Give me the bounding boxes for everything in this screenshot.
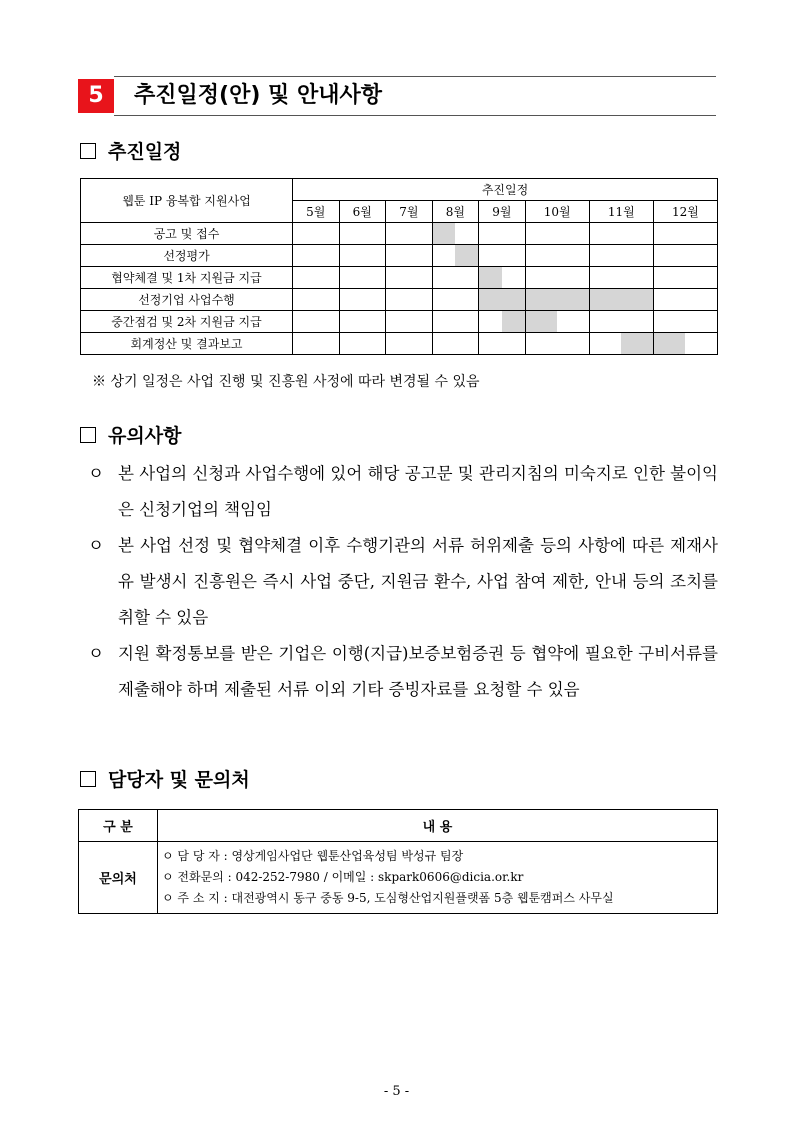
month-header: 12월 <box>653 201 717 223</box>
schedule-row-label: 공고 및 접수 <box>81 223 293 245</box>
notices-heading: 유의사항 <box>80 423 181 449</box>
contact-line-phone-email[interactable]: ㅇ 전화문의 : 042-252-7980 / 이메일 : skpark0606@dicia.or.kr <box>162 870 524 884</box>
schedule-row <box>81 267 718 289</box>
checkbox-square-icon <box>80 143 96 159</box>
list-item <box>88 456 718 528</box>
schedule-note: ※ 상기 일정은 사업 진행 및 진흥원 사정에 따라 변경될 수 있음 <box>92 374 480 390</box>
month-header: 10월 <box>525 201 589 223</box>
schedule-row-label: 선정기업 사업수행 <box>81 289 293 311</box>
schedule-row <box>81 289 718 311</box>
bullet-marker: ㅇ <box>88 644 104 663</box>
month-header: 5월 <box>293 201 340 223</box>
schedule-row <box>81 333 718 355</box>
notice-text: 지원 확정통보를 받은 기업은 이행(지급)보증보험증권 등 협약에 필요한 구비서류를 제출해야 하며 제출된 서류 이외 기타 증빙자료를 요청할 수 있음 <box>118 644 718 699</box>
section-number: 5 <box>78 79 114 113</box>
notice-text: 본 사업의 신청과 사업수행에 있어 해당 공고문 및 관리지침의 미숙지로 인한 불이익은 신청기업의 책임임 <box>118 464 718 519</box>
list-item <box>88 636 718 708</box>
schedule-row-label: 협약체결 및 1차 지원금 지급 <box>81 267 293 289</box>
checkbox-square-icon <box>80 771 96 787</box>
contact-table <box>78 809 718 914</box>
contact-col-content: 내 용 <box>158 810 718 842</box>
bullet-marker: ㅇ <box>88 536 104 555</box>
schedule-row-label: 회계정산 및 결과보고 <box>81 333 293 355</box>
schedule-col-header: 웹툰 IP 융복합 지원사업 <box>81 179 293 223</box>
month-header: 9월 <box>479 201 526 223</box>
bullet-marker: ㅇ <box>88 464 104 483</box>
schedule-row-label: 선정평가 <box>81 245 293 267</box>
contact-line-manager: ㅇ 담 당 자 : 영상게임사업단 웹툰산업육성팀 박성규 팀장 <box>162 849 464 863</box>
schedule-group-header: 추진일정 <box>293 179 718 201</box>
notice-list <box>88 456 718 708</box>
schedule-row-label: 중간점검 및 2차 지원금 지급 <box>81 311 293 333</box>
section-header <box>78 76 716 116</box>
month-header: 7월 <box>386 201 433 223</box>
schedule-row <box>81 311 718 333</box>
month-header: 8월 <box>432 201 479 223</box>
list-item <box>88 528 718 636</box>
page-number: - 5 - <box>383 1084 410 1099</box>
schedule-row <box>81 245 718 267</box>
notice-text: 본 사업 선정 및 협약체결 이후 수행기관의 서류 허위제출 등의 사항에 따른 제재사유 발생시 진흥원은 즉시 사업 중단, 지원금 환수, 사업 참여 제한, 안내 등의 조치를 취할 수 있음 <box>118 536 718 627</box>
contact-category: 문의처 <box>79 842 158 914</box>
schedule-heading: 추진일정 <box>80 139 181 165</box>
schedule-table <box>80 178 718 355</box>
contact-line-address: ㅇ 주 소 지 : 대전광역시 동구 중동 9-5, 도심형산업지원플랫폼 5층 웹툰캠퍼스 사무실 <box>162 891 614 905</box>
section-title: 추진일정(안) 및 안내사항 <box>134 83 382 108</box>
month-header: 11월 <box>589 201 653 223</box>
contact-col-category: 구 분 <box>79 810 158 842</box>
checkbox-square-icon <box>80 427 96 443</box>
schedule-row <box>81 223 718 245</box>
month-header: 6월 <box>339 201 386 223</box>
contact-heading: 담당자 및 문의처 <box>80 767 250 793</box>
